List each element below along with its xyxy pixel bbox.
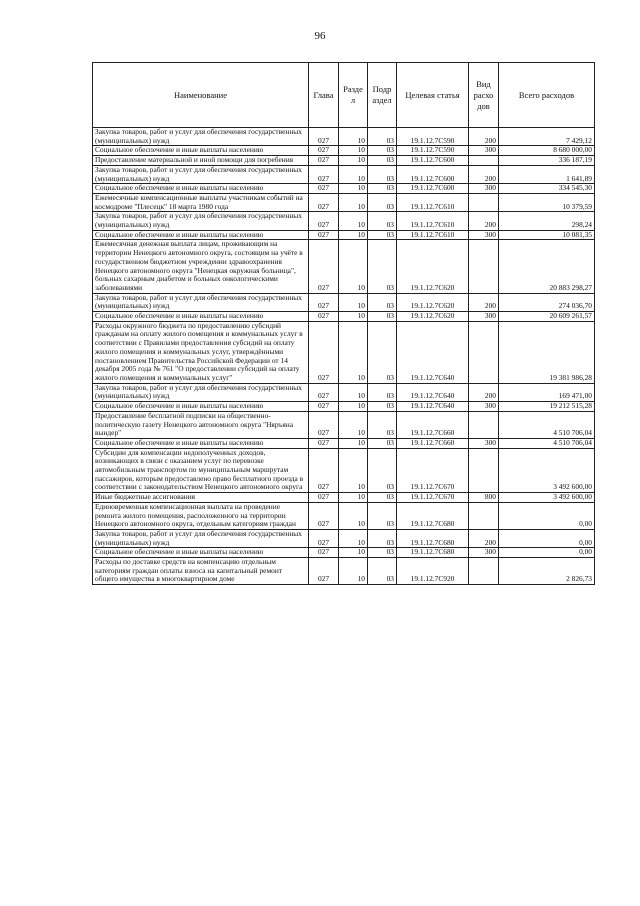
table-row	[93, 502, 595, 529]
cell-total: 20 609 261,57	[499, 312, 595, 322]
cell-glava: 027	[309, 146, 339, 156]
cell-total: 3 492 600,00	[499, 493, 595, 503]
cell-glava: 027	[309, 411, 339, 438]
cell-total: 298,24	[499, 212, 595, 230]
header-glava: Глава	[309, 63, 339, 128]
cell-glava: 027	[309, 493, 339, 503]
cell-podrazdel: 03	[368, 502, 397, 529]
cell-podrazdel: 03	[368, 529, 397, 547]
table-row	[93, 548, 595, 558]
cell-total: 0,00	[499, 502, 595, 529]
cell-podrazdel: 03	[368, 193, 397, 211]
header-total: Всего расходов	[499, 63, 595, 128]
cell-name: Социальное обеспечение и иные выплаты населению	[93, 402, 309, 412]
table-row	[93, 411, 595, 438]
cell-name: Социальное обеспечение и иные выплаты населению	[93, 146, 309, 156]
cell-total: 19 381 986,28	[499, 321, 595, 383]
table-row	[93, 212, 595, 230]
cell-glava: 027	[309, 193, 339, 211]
table-row	[93, 293, 595, 311]
cell-glava: 027	[309, 230, 339, 240]
cell-name: Закупка товаров, работ и услуг для обеспечения государственных (муниципальных) нужд	[93, 529, 309, 547]
cell-razdel: 10	[339, 383, 368, 401]
cell-name: Расходы по доставке средств на компенсацию отдельным категориям граждан оплаты взноса на капитальный ремонт общего имущества в многоквартирном доме	[93, 558, 309, 585]
cell-vid	[469, 558, 499, 585]
cell-vid: 300	[469, 438, 499, 448]
cell-target: 19.1.12.7С920	[397, 558, 469, 585]
cell-total: 7 429,12	[499, 128, 595, 146]
cell-target: 19.1.12.7С600	[397, 184, 469, 194]
cell-razdel: 10	[339, 212, 368, 230]
cell-podrazdel: 03	[368, 548, 397, 558]
cell-podrazdel: 03	[368, 230, 397, 240]
budget-table	[92, 62, 595, 585]
cell-target: 19.1.12.7С670	[397, 448, 469, 493]
cell-total: 0,00	[499, 548, 595, 558]
table-row	[93, 156, 595, 166]
cell-name: Ежемесячная денежная выплата лицам, проживающим на территории Ненецкого автономного округа, состоящим на учёте в государственном бюджетном учреждении здравоохранения Ненецкого автономного округа "Ненецкая окружная больница", больных сахарным диабетом и больных онкологическими заболеваниями	[93, 240, 309, 293]
cell-vid: 200	[469, 165, 499, 183]
cell-vid	[469, 193, 499, 211]
cell-vid: 200	[469, 293, 499, 311]
cell-vid: 800	[469, 493, 499, 503]
cell-target: 19.1.12.7С610	[397, 230, 469, 240]
cell-vid	[469, 156, 499, 166]
cell-razdel: 10	[339, 321, 368, 383]
cell-razdel: 10	[339, 411, 368, 438]
cell-target: 19.1.12.7С620	[397, 240, 469, 293]
cell-target: 19.1.12.7С600	[397, 156, 469, 166]
cell-glava: 027	[309, 212, 339, 230]
cell-razdel: 10	[339, 312, 368, 322]
cell-name: Закупка товаров, работ и услуг для обеспечения государственных (муниципальных) нужд	[93, 212, 309, 230]
cell-razdel: 10	[339, 156, 368, 166]
cell-name: Социальное обеспечение и иные выплаты населению	[93, 438, 309, 448]
table-row	[93, 184, 595, 194]
cell-razdel: 10	[339, 402, 368, 412]
cell-target: 19.1.12.7С660	[397, 438, 469, 448]
cell-total: 2 826,73	[499, 558, 595, 585]
cell-razdel: 10	[339, 293, 368, 311]
cell-razdel: 10	[339, 558, 368, 585]
cell-podrazdel: 03	[368, 448, 397, 493]
cell-podrazdel: 03	[368, 312, 397, 322]
cell-podrazdel: 03	[368, 383, 397, 401]
cell-glava: 027	[309, 558, 339, 585]
cell-razdel: 10	[339, 146, 368, 156]
table-row	[93, 558, 595, 585]
cell-podrazdel: 03	[368, 128, 397, 146]
table-row	[93, 165, 595, 183]
cell-name: Предоставление материальной и иной помощи для погребения	[93, 156, 309, 166]
cell-podrazdel: 03	[368, 165, 397, 183]
cell-target: 19.1.12.7С620	[397, 293, 469, 311]
cell-glava: 027	[309, 156, 339, 166]
cell-glava: 027	[309, 240, 339, 293]
cell-target: 19.1.12.7С680	[397, 502, 469, 529]
cell-target: 19.1.12.7С640	[397, 321, 469, 383]
table-row	[93, 193, 595, 211]
cell-razdel: 10	[339, 230, 368, 240]
table-row	[93, 383, 595, 401]
cell-glava: 027	[309, 502, 339, 529]
table-row	[93, 321, 595, 383]
cell-target: 19.1.12.7С620	[397, 312, 469, 322]
cell-target: 19.1.12.7С590	[397, 146, 469, 156]
cell-target: 19.1.12.7С680	[397, 548, 469, 558]
cell-vid: 300	[469, 146, 499, 156]
table-row	[93, 448, 595, 493]
cell-razdel: 10	[339, 529, 368, 547]
cell-name: Закупка товаров, работ и услуг для обеспечения государственных (муниципальных) нужд	[93, 128, 309, 146]
cell-target: 19.1.12.7С660	[397, 411, 469, 438]
cell-vid: 200	[469, 128, 499, 146]
cell-podrazdel: 03	[368, 402, 397, 412]
cell-vid: 200	[469, 529, 499, 547]
cell-total: 3 492 600,00	[499, 448, 595, 493]
cell-glava: 027	[309, 438, 339, 448]
cell-name: Социальное обеспечение и иные выплаты населению	[93, 184, 309, 194]
cell-vid: 300	[469, 402, 499, 412]
cell-name: Социальное обеспечение и иные выплаты населению	[93, 312, 309, 322]
cell-name: Единовременная компенсационная выплата на проведение ремонта жилого помещения, расположенного на территории Ненецкого автономного округа, отдельным категориям граждан	[93, 502, 309, 529]
cell-razdel: 10	[339, 128, 368, 146]
table-row	[93, 128, 595, 146]
cell-name: Субсидии для компенсации недополученных доходов, возникающих в связи с оказанием услуг по перевозке автомобильным транспортом по муниципальным маршрутам пассажиров, которым предоставлено право бесплатного проезда в соответствии с законодательством Ненецкого автономного округа	[93, 448, 309, 493]
cell-glava: 027	[309, 548, 339, 558]
cell-glava: 027	[309, 448, 339, 493]
header-name: Наименование	[93, 63, 309, 128]
cell-name: Расходы окружного бюджета по предоставлению субсидий гражданам на оплату жилого помещения и коммунальных услуг в соответствии с Правилами предоставления субсидий на оплату жилого помещения и коммунальных услуг, утверждёнными постановлением Правительства Российской Федерации от 14 декабря 2005 года № 761 "О предоставлении субсидий на оплату жилого помещения и коммунальных услуг"	[93, 321, 309, 383]
cell-podrazdel: 03	[368, 240, 397, 293]
cell-glava: 027	[309, 293, 339, 311]
cell-podrazdel: 03	[368, 493, 397, 503]
table-header-row	[93, 63, 595, 128]
cell-name: Закупка товаров, работ и услуг для обеспечения государственных (муниципальных) нужд	[93, 293, 309, 311]
header-target: Целевая статья	[397, 63, 469, 128]
cell-vid	[469, 411, 499, 438]
cell-razdel: 10	[339, 438, 368, 448]
cell-razdel: 10	[339, 448, 368, 493]
cell-podrazdel: 03	[368, 146, 397, 156]
table-row	[93, 240, 595, 293]
page-number: 96	[314, 30, 326, 42]
cell-razdel: 10	[339, 493, 368, 503]
cell-glava: 027	[309, 165, 339, 183]
cell-podrazdel: 03	[368, 411, 397, 438]
table-row	[93, 146, 595, 156]
cell-vid: 300	[469, 548, 499, 558]
cell-total: 10 379,59	[499, 193, 595, 211]
cell-podrazdel: 03	[368, 293, 397, 311]
cell-target: 19.1.12.7С670	[397, 493, 469, 503]
table-body	[93, 128, 595, 585]
cell-razdel: 10	[339, 193, 368, 211]
cell-vid	[469, 448, 499, 493]
cell-razdel: 10	[339, 240, 368, 293]
cell-razdel: 10	[339, 548, 368, 558]
cell-podrazdel: 03	[368, 558, 397, 585]
cell-total: 4 510 706,04	[499, 411, 595, 438]
cell-glava: 027	[309, 128, 339, 146]
cell-vid	[469, 321, 499, 383]
cell-target: 19.1.12.7С640	[397, 383, 469, 401]
cell-target: 19.1.12.7С640	[397, 402, 469, 412]
cell-total: 1 641,89	[499, 165, 595, 183]
cell-total: 20 883 298,27	[499, 240, 595, 293]
cell-glava: 027	[309, 383, 339, 401]
table-row	[93, 438, 595, 448]
table-row	[93, 529, 595, 547]
header-podrazdel: Подр аздел	[368, 63, 397, 128]
cell-glava: 027	[309, 402, 339, 412]
cell-vid: 200	[469, 212, 499, 230]
cell-total: 4 510 706,04	[499, 438, 595, 448]
table-row	[93, 493, 595, 503]
cell-target: 19.1.12.7С610	[397, 212, 469, 230]
cell-glava: 027	[309, 312, 339, 322]
cell-name: Иные бюджетные ассигнования	[93, 493, 309, 503]
cell-total: 336 187,19	[499, 156, 595, 166]
cell-name: Социальное обеспечение и иные выплаты населению	[93, 230, 309, 240]
cell-name: Закупка товаров, работ и услуг для обеспечения государственных (муниципальных) нужд	[93, 383, 309, 401]
cell-target: 19.1.12.7С590	[397, 128, 469, 146]
cell-total: 334 545,30	[499, 184, 595, 194]
cell-total: 10 081,35	[499, 230, 595, 240]
header-razdel: Разде л	[339, 63, 368, 128]
cell-podrazdel: 03	[368, 156, 397, 166]
table-row	[93, 402, 595, 412]
cell-vid: 200	[469, 383, 499, 401]
cell-total: 169 471,00	[499, 383, 595, 401]
cell-razdel: 10	[339, 184, 368, 194]
cell-podrazdel: 03	[368, 438, 397, 448]
cell-name: Социальное обеспечение и иные выплаты населению	[93, 548, 309, 558]
cell-glava: 027	[309, 529, 339, 547]
cell-glava: 027	[309, 184, 339, 194]
cell-vid: 300	[469, 230, 499, 240]
cell-vid	[469, 240, 499, 293]
cell-glava: 027	[309, 321, 339, 383]
cell-total: 8 680 000,00	[499, 146, 595, 156]
cell-vid: 300	[469, 312, 499, 322]
cell-total: 0,00	[499, 529, 595, 547]
cell-name: Ежемесячные компенсационные выплаты участникам событий на космодроме "Плесецк" 18 марта 1980 года	[93, 193, 309, 211]
cell-total: 19 212 515,28	[499, 402, 595, 412]
cell-vid: 300	[469, 184, 499, 194]
table-row	[93, 230, 595, 240]
cell-target: 19.1.12.7С610	[397, 193, 469, 211]
cell-name: Закупка товаров, работ и услуг для обеспечения государственных (муниципальных) нужд	[93, 165, 309, 183]
cell-vid	[469, 502, 499, 529]
cell-razdel: 10	[339, 165, 368, 183]
table-row	[93, 312, 595, 322]
cell-target: 19.1.12.7С600	[397, 165, 469, 183]
cell-podrazdel: 03	[368, 321, 397, 383]
cell-razdel: 10	[339, 502, 368, 529]
cell-name: Предоставление бесплатной подписки на общественно-политическую газету Ненецкого автономного округа "Няръяна вындер"	[93, 411, 309, 438]
cell-podrazdel: 03	[368, 212, 397, 230]
header-vid: Вид расхо дов	[469, 63, 499, 128]
cell-total: 274 036,70	[499, 293, 595, 311]
cell-podrazdel: 03	[368, 184, 397, 194]
cell-target: 19.1.12.7С680	[397, 529, 469, 547]
